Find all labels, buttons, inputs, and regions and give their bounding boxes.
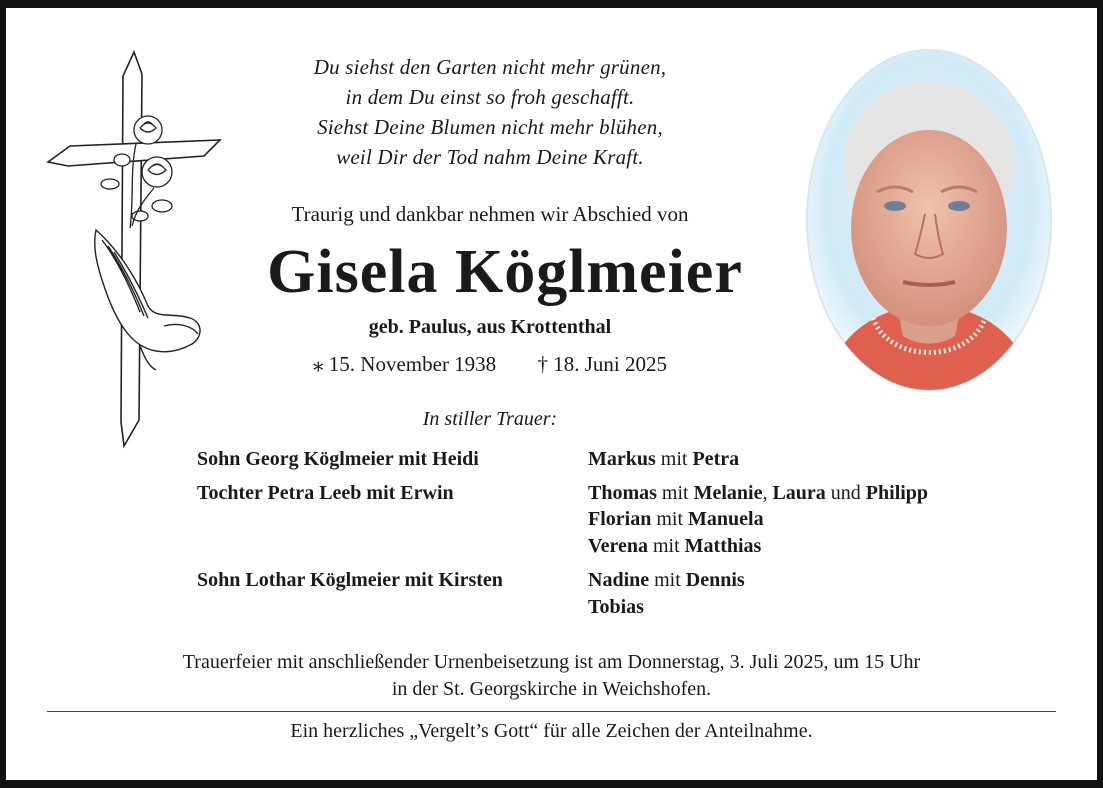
name: Philipp: [865, 482, 929, 504]
family-member: Sohn Lothar Köglmeier mit Kirsten: [197, 569, 503, 591]
connector: ,: [762, 482, 773, 504]
name: Matthias: [684, 535, 762, 557]
name: Petra: [692, 448, 740, 470]
birth-date: ⁎ 15. November 1938: [313, 352, 497, 376]
poem-line: Du siehst den Garten nicht mehr grünen,: [313, 55, 667, 79]
deceased-name: Gisela Köglmeier: [267, 238, 743, 306]
thanks-text: Ein herzliches „Vergelt’s Gott“ für alle Zeichen der Anteilnahme.: [290, 720, 813, 742]
maiden-name: geb. Paulus, aus Krottenthal: [368, 316, 612, 338]
funeral-info-line: in der St. Georgskirche in Weichshofen.: [391, 678, 712, 700]
family-member: Tochter Petra Leeb mit Erwin: [197, 482, 454, 504]
poem-line: in dem Du einst so froh geschafft.: [345, 85, 635, 109]
name: Laura: [772, 482, 826, 504]
name: Melanie: [693, 482, 763, 504]
name: Florian: [588, 508, 652, 530]
family-member: Sohn Georg Köglmeier mit Heidi: [197, 448, 479, 470]
death-date: † 18. Juni 2025: [537, 352, 667, 376]
name: Thomas: [588, 482, 657, 504]
name: Dennis: [685, 569, 745, 591]
grandchildren-row: [588, 506, 764, 533]
funeral-info-line: Trauerfeier mit anschließender Urnenbeisetzung ist am Donnerstag, 3. Juli 2025, um 15 Uhr: [182, 651, 921, 673]
life-dates: [230, 352, 750, 377]
name: Markus: [588, 448, 656, 470]
connector: mit: [655, 448, 693, 470]
intro-text: Traurig und dankbar nehmen wir Abschied von: [291, 202, 689, 226]
connector: mit: [649, 569, 686, 591]
portrait-photo: [803, 46, 1055, 394]
funeral-info: [60, 649, 1043, 703]
poem: [230, 52, 750, 172]
grandchildren-row: [588, 594, 644, 621]
mourning-label: In stiller Trauer:: [422, 408, 558, 430]
poem-line: Siehst Deine Blumen nicht mehr blühen,: [317, 115, 663, 139]
grandchildren-row: [588, 480, 928, 507]
poem-line: weil Dir der Tod nahm Deine Kraft.: [336, 145, 644, 169]
grandchildren-row: [588, 567, 745, 594]
connector: und: [825, 482, 866, 504]
name: Nadine: [588, 569, 650, 591]
grandchildren-row: [588, 533, 761, 560]
connector: mit: [648, 535, 685, 557]
divider: [47, 711, 1056, 712]
name: Tobias: [588, 596, 644, 618]
connector: mit: [651, 508, 689, 530]
connector: mit: [656, 482, 694, 504]
name: Verena: [588, 535, 648, 557]
grandchildren-row: [588, 446, 739, 473]
name: Manuela: [688, 508, 764, 530]
